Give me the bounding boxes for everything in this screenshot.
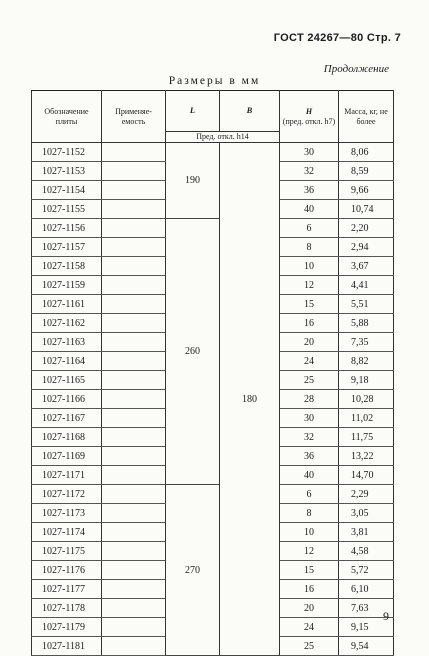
- designation-cell: 1027-1164: [32, 352, 102, 371]
- designation-cell: 1027-1155: [32, 200, 102, 219]
- applicability-cell: [102, 561, 166, 580]
- designation-cell: 1027-1173: [32, 504, 102, 523]
- height-cell: 16: [280, 314, 339, 333]
- mass-cell: 8,06: [339, 143, 394, 162]
- height-cell: 15: [280, 561, 339, 580]
- table-row: [32, 143, 394, 162]
- designation-cell: 1027-1159: [32, 276, 102, 295]
- designation-cell: 1027-1175: [32, 542, 102, 561]
- designation-cell: 1027-1154: [32, 181, 102, 200]
- designation-cell: 1027-1174: [32, 523, 102, 542]
- dimensions-table: [31, 90, 394, 656]
- height-cell: 30: [280, 143, 339, 162]
- applicability-cell: [102, 219, 166, 238]
- applicability-cell: [102, 162, 166, 181]
- applicability-cell: [102, 618, 166, 637]
- designation-cell: 1027-1166: [32, 390, 102, 409]
- mass-cell: 5,72: [339, 561, 394, 580]
- designation-cell: 1027-1165: [32, 371, 102, 390]
- table-row: [32, 485, 394, 504]
- applicability-cell: [102, 409, 166, 428]
- applicability-cell: [102, 428, 166, 447]
- height-cell: 16: [280, 580, 339, 599]
- mass-cell: 3,81: [339, 523, 394, 542]
- column-header-B: B: [220, 91, 280, 132]
- group-B-180: 180: [220, 143, 280, 656]
- applicability-cell: [102, 333, 166, 352]
- height-cell: 24: [280, 618, 339, 637]
- mass-cell: 6,10: [339, 580, 394, 599]
- mass-cell: 9,66: [339, 181, 394, 200]
- height-cell: 20: [280, 333, 339, 352]
- table-body: [32, 143, 394, 656]
- column-header-H: [280, 91, 339, 143]
- height-cell: 8: [280, 238, 339, 257]
- designation-cell: 1027-1181: [32, 637, 102, 656]
- applicability-cell: [102, 238, 166, 257]
- mass-cell: 2,94: [339, 238, 394, 257]
- mass-cell: 2,20: [339, 219, 394, 238]
- applicability-cell: [102, 257, 166, 276]
- mass-cell: 9,18: [339, 371, 394, 390]
- mass-cell: 10,28: [339, 390, 394, 409]
- table-title: Размеры в мм: [168, 75, 261, 87]
- mass-cell: 4,41: [339, 276, 394, 295]
- mass-cell: 5,51: [339, 295, 394, 314]
- height-cell: 10: [280, 523, 339, 542]
- table-row: [32, 219, 394, 238]
- mass-cell: 5,88: [339, 314, 394, 333]
- group-L-260: 260: [166, 219, 220, 485]
- page-number: 9: [383, 609, 389, 623]
- height-cell: 36: [280, 181, 339, 200]
- height-cell: 15: [280, 295, 339, 314]
- applicability-cell: [102, 200, 166, 219]
- designation-cell: 1027-1176: [32, 561, 102, 580]
- height-cell: 6: [280, 485, 339, 504]
- height-cell: 32: [280, 162, 339, 181]
- height-cell: 28: [280, 390, 339, 409]
- applicability-cell: [102, 390, 166, 409]
- height-cell: 25: [280, 637, 339, 656]
- column-header-applicability: Применяе-емость: [102, 91, 166, 143]
- applicability-cell: [102, 143, 166, 162]
- mass-cell: 2,29: [339, 485, 394, 504]
- designation-cell: 1027-1169: [32, 447, 102, 466]
- column-header-H-tolerance: (пред. откл. h7): [282, 116, 336, 126]
- height-cell: 32: [280, 428, 339, 447]
- mass-cell: 11,02: [339, 409, 394, 428]
- column-header-H-label: H: [305, 107, 313, 117]
- designation-cell: 1027-1171: [32, 466, 102, 485]
- height-cell: 24: [280, 352, 339, 371]
- designation-cell: 1027-1156: [32, 219, 102, 238]
- document-header: ГОСТ 24267—80 Стр. 7: [273, 32, 401, 44]
- mass-cell: 13,22: [339, 447, 394, 466]
- mass-cell: 8,82: [339, 352, 394, 371]
- height-cell: 12: [280, 276, 339, 295]
- designation-cell: 1027-1162: [32, 314, 102, 333]
- designation-cell: 1027-1163: [32, 333, 102, 352]
- mass-cell: 4,58: [339, 542, 394, 561]
- applicability-cell: [102, 599, 166, 618]
- designation-cell: 1027-1172: [32, 485, 102, 504]
- applicability-cell: [102, 276, 166, 295]
- mass-cell: 8,59: [339, 162, 394, 181]
- column-header-L: L: [166, 91, 220, 132]
- applicability-cell: [102, 371, 166, 390]
- height-cell: 12: [280, 542, 339, 561]
- applicability-cell: [102, 504, 166, 523]
- designation-cell: 1027-1158: [32, 257, 102, 276]
- applicability-cell: [102, 295, 166, 314]
- mass-cell: 9,15: [339, 618, 394, 637]
- mass-cell: 14,70: [339, 466, 394, 485]
- applicability-cell: [102, 352, 166, 371]
- designation-cell: 1027-1178: [32, 599, 102, 618]
- mass-cell: 7,63: [339, 599, 394, 618]
- column-header-tolerance: Пред. откл. h14: [166, 132, 280, 143]
- mass-cell: 9,54: [339, 637, 394, 656]
- applicability-cell: [102, 466, 166, 485]
- group-L-270: 270: [166, 485, 220, 656]
- mass-cell: 11,75: [339, 428, 394, 447]
- designation-cell: 1027-1153: [32, 162, 102, 181]
- applicability-cell: [102, 314, 166, 333]
- applicability-cell: [102, 181, 166, 200]
- designation-cell: 1027-1168: [32, 428, 102, 447]
- designation-cell: 1027-1157: [32, 238, 102, 257]
- applicability-cell: [102, 637, 166, 656]
- mass-cell: 10,74: [339, 200, 394, 219]
- applicability-cell: [102, 542, 166, 561]
- height-cell: 20: [280, 599, 339, 618]
- height-cell: 10: [280, 257, 339, 276]
- applicability-cell: [102, 485, 166, 504]
- applicability-cell: [102, 447, 166, 466]
- designation-cell: 1027-1152: [32, 143, 102, 162]
- mass-cell: 3,05: [339, 504, 394, 523]
- height-cell: 40: [280, 466, 339, 485]
- group-L-190: 190: [166, 143, 220, 219]
- applicability-cell: [102, 580, 166, 599]
- column-header-mass: Масса, кг, не более: [339, 91, 394, 143]
- height-cell: 25: [280, 371, 339, 390]
- height-cell: 8: [280, 504, 339, 523]
- designation-cell: 1027-1161: [32, 295, 102, 314]
- column-header-designation: Обозначение плиты: [32, 91, 102, 143]
- height-cell: 6: [280, 219, 339, 238]
- designation-cell: 1027-1167: [32, 409, 102, 428]
- applicability-cell: [102, 523, 166, 542]
- continuation-label: Продолжение: [323, 63, 389, 75]
- designation-cell: 1027-1179: [32, 618, 102, 637]
- height-cell: 30: [280, 409, 339, 428]
- designation-cell: 1027-1177: [32, 580, 102, 599]
- height-cell: 40: [280, 200, 339, 219]
- mass-cell: 3,67: [339, 257, 394, 276]
- height-cell: 36: [280, 447, 339, 466]
- mass-cell: 7,35: [339, 333, 394, 352]
